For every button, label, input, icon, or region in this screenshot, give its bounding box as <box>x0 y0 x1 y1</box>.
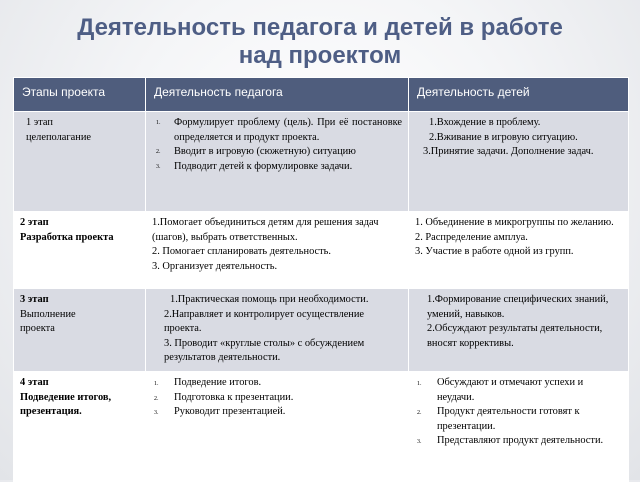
page-title <box>0 14 640 70</box>
list-item: 3. Подводит детей к формулировке задачи. <box>156 160 353 172</box>
teacher-cell <box>146 372 409 482</box>
stage-number: 3 этап <box>20 294 49 305</box>
list-item: 2.Обсуждают результаты деятельности, вносят коррективы. <box>427 323 603 349</box>
stage-name: Выполнение <box>20 308 76 320</box>
list-item: 2.Вживание в игровую ситуацию. <box>429 131 578 143</box>
stage-name-cont: презентация. <box>20 406 82 417</box>
list-item: 2.Направляет и контролирует осуществление проекта. <box>164 308 365 334</box>
header-stages: Этапы проекта <box>14 78 146 112</box>
list-item: 1. Подведение итогов. <box>154 377 262 388</box>
list-item: 3. Представляют продукт деятельности. <box>417 435 604 446</box>
header-teacher: Деятельность педагога <box>146 78 409 112</box>
list-item: 2. Продукт деятельности готовят к презентации. <box>417 406 580 432</box>
stage-name: целеполагание <box>26 131 91 143</box>
list-item: 1.Вхождение в проблему. <box>429 117 541 128</box>
list-item: 3. Руководит презентацией. <box>154 406 286 417</box>
teacher-cell <box>146 112 409 212</box>
list-item: 1. Обсуждают и отмечают успехи и неудачи. <box>417 377 584 403</box>
stage-number: 2 этап <box>20 217 49 228</box>
table-row <box>14 112 629 212</box>
list-item: 1. Объединение в микрогруппы по желанию. <box>415 217 614 228</box>
teacher-cell <box>146 289 409 372</box>
stage-cell <box>14 212 146 289</box>
list-item: 3. Участие в работе одной из групп. <box>415 246 574 257</box>
list-item: 3. Проводит «круглые столы» с обсуждением результатов деятельности. <box>164 337 365 363</box>
title-line-2: над проектом <box>238 42 402 69</box>
list-item: 2. Подготовка к презентации. <box>154 391 294 403</box>
list-item: 2. Вводит в игровую (сюжетную) ситуацию <box>156 146 356 157</box>
stage-name: Подведение итогов, <box>20 391 112 403</box>
list-item: 2. Распределение амплуа. <box>415 231 528 243</box>
stage-cell <box>14 372 146 482</box>
teacher-cell <box>146 212 409 289</box>
stage-cell <box>14 112 146 212</box>
list-item: 1.Формирование специфических знаний, умений, навыков. <box>427 294 609 320</box>
stage-number: 4 этап <box>20 377 49 388</box>
stage-name-cont: проекта <box>20 323 55 334</box>
children-cell <box>409 212 629 289</box>
children-cell <box>409 289 629 372</box>
list-item: 3. Организует деятельность. <box>152 260 278 272</box>
title-line-1: Деятельность педагога и детей в работе <box>77 14 563 41</box>
stage-name: Разработка проекта <box>20 231 114 243</box>
table-row <box>14 212 629 289</box>
list-item: 1.Помогает объединиться детям для решения задач (шагов), выбрать ответственных. <box>152 217 379 243</box>
stage-cell <box>14 289 146 372</box>
children-cell <box>409 372 629 482</box>
list-item: 3.Принятие задачи. Дополнение задач. <box>423 146 594 157</box>
list-item: 1.Практическая помощь при необходимости. <box>170 294 369 305</box>
stage-number: 1 этап <box>26 117 53 128</box>
table-row <box>14 372 629 482</box>
list-item: 1. Формулирует проблему (цель). При её постановке определяется и продукт проекта. <box>156 117 402 143</box>
table-header-row <box>14 78 629 112</box>
list-item: 2. Помогает спланировать деятельность. <box>152 246 332 257</box>
table-row <box>14 289 629 372</box>
children-cell <box>409 112 629 212</box>
project-activity-table <box>13 77 629 482</box>
header-children: Деятельность детей <box>409 78 629 112</box>
